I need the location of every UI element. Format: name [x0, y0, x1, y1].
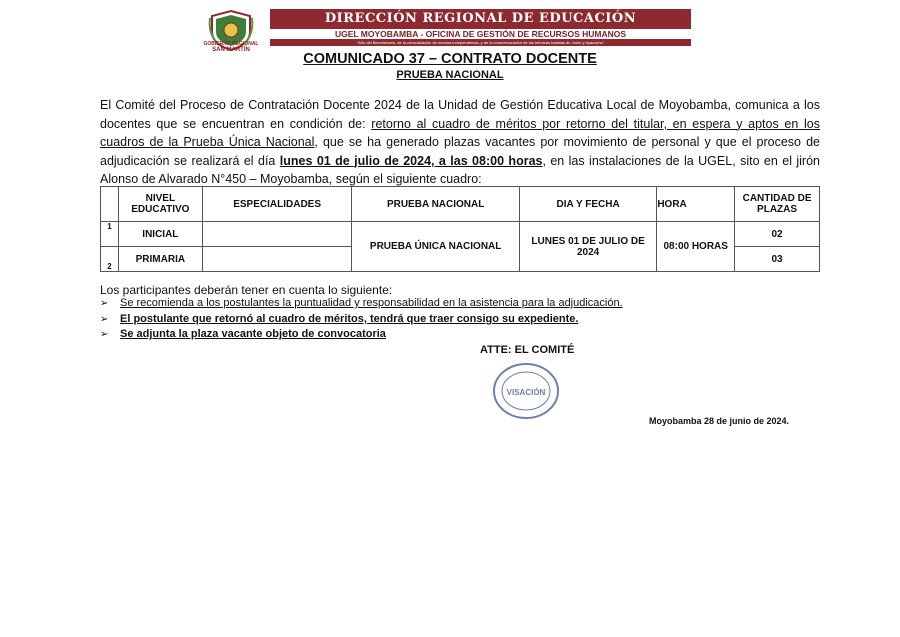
- body-text-1: El Comité del Proceso de Contratación Docente 2024 de la Unidad de Gestión Educativa Local de Moyobamba, comunica a los docentes que se encuentran en condición de:: [100, 98, 820, 131]
- row-cantidad: 03: [735, 247, 820, 272]
- row-number: 1: [101, 222, 119, 247]
- header-banner: [270, 9, 691, 46]
- plazas-table: [100, 186, 820, 272]
- row-nivel: INICIAL: [118, 222, 202, 247]
- list-item: [100, 328, 386, 340]
- table-row: [101, 222, 820, 247]
- arrow-bullet-icon: ➢: [100, 314, 109, 325]
- header-num: [101, 187, 119, 222]
- list-item: [100, 313, 578, 325]
- header-especialidades: ESPECIALIDADES: [202, 187, 352, 222]
- banner-motto: "Año del Bicentenario, de la consolidación de nuestra independencia, y de la conmemoración de las heroicas batallas de Junín y Ayacucho": [270, 39, 691, 46]
- row-nivel: PRIMARIA: [118, 247, 202, 272]
- row-especialidad: [202, 247, 352, 272]
- banner-subtitle: UGEL MOYOBAMBA - OFICINA DE GESTIÓN DE RECURSOS HUMANOS: [270, 29, 691, 39]
- seal-text: VISACIÓN: [506, 388, 546, 397]
- row-especialidad: [202, 222, 352, 247]
- header-nivel: NIVEL EDUCATIVO: [118, 187, 202, 222]
- body-text-3: , en las instalaciones de la UGEL, sito en el jirón Alonso de Alvarado N°450 – Moyobamba, según el siguiente cuadro:: [100, 153, 820, 186]
- cell-prueba: PRUEBA ÚNICA NACIONAL: [352, 222, 519, 272]
- body-paragraph: [100, 96, 820, 189]
- body-text-date: lunes 01 de julio de 2024, a las 08:00 horas: [279, 153, 543, 168]
- row-cantidad: 02: [735, 222, 820, 247]
- header-hora: HORA: [657, 187, 735, 222]
- banner-title: DIRECCIÓN REGIONAL DE EDUCACIÓN: [270, 9, 691, 29]
- header-fecha: DIA Y FECHA: [519, 187, 656, 222]
- logo-caption-line1: GOBIERNO REGIONAL: [203, 41, 259, 47]
- header-cantidad: CANTIDAD DE PLAZAS: [735, 187, 820, 222]
- cell-fecha: LUNES 01 DE JULIO DE 2024: [519, 222, 656, 272]
- visacion-seal-stamp: [491, 362, 561, 420]
- list-item-text: Se recomienda a los postulantes la puntualidad y responsabilidad en la asistencia para la adjudicación.: [120, 297, 623, 309]
- body-text-2: , que se ha generado plazas vacantes por movimiento de personal y que el proceso de adjudicación se realizará el día: [100, 135, 820, 168]
- list-item-text: El postulante que retornó al cuadro de méritos, tendrá que traer consigo su expediente.: [120, 313, 579, 325]
- signoff: ATTE: EL COMITÉ: [480, 344, 575, 356]
- body-text-condition: retorno al cuadro de méritos por retorno del titular, en espera y aptos en los cuadros de la Prueba Única Nacional: [100, 116, 820, 149]
- table-header-row: [101, 187, 820, 222]
- page-title: COMUNICADO 37 – CONTRATO DOCENTE: [303, 51, 597, 67]
- row-number: 2: [101, 247, 119, 272]
- header-prueba: PRUEBA NACIONAL: [352, 187, 519, 222]
- list-intro: Los participantes deberán tener en cuenta lo siguiente:: [100, 283, 393, 297]
- arrow-bullet-icon: ➢: [100, 298, 109, 309]
- cell-hora: 08:00 HORAS: [657, 222, 735, 272]
- date-line: Moyobamba 28 de junio de 2024.: [649, 416, 790, 426]
- logo-caption-line2: SAN MARTÍN: [212, 47, 250, 53]
- list-item: [100, 297, 623, 309]
- list-item-text: Se adjunta la plaza vacante objeto de convocatoria: [120, 328, 386, 340]
- page-subtitle: PRUEBA NACIONAL: [396, 69, 504, 81]
- arrow-bullet-icon: ➢: [100, 329, 109, 340]
